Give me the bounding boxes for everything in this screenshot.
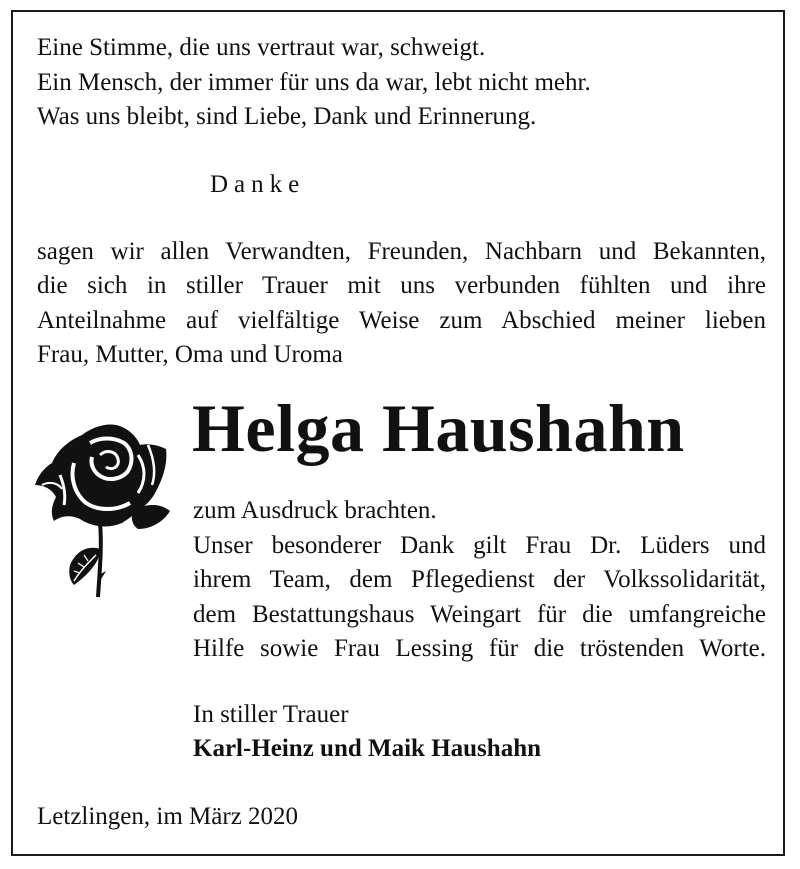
body-line-1: zum Ausdruck brachten. xyxy=(193,497,437,524)
verse-line-3: Was uns bleibt, sind Liebe, Dank und Erinnerung. xyxy=(37,103,537,130)
deceased-name: Helga Haushahn xyxy=(192,390,685,466)
intro-line-3: Anteilnahme auf vielfältige Weise zum Abschied meiner lieben xyxy=(37,307,766,334)
place-date: Letzlingen, im März 2020 xyxy=(37,803,299,830)
rose-icon xyxy=(30,415,180,605)
verse-line-1: Eine Stimme, die uns vertraut war, schweigt. xyxy=(37,34,486,61)
body-line-2: Unser besonderer Dank gilt Frau Dr. Lüders und xyxy=(193,532,766,559)
body-line-4: dem Bestattungshaus Weingart für die umfangreiche xyxy=(193,601,766,628)
verse-line-2: Ein Mensch, der immer für uns da war, lebt nicht mehr. xyxy=(37,69,591,96)
intro-line-1: sagen wir allen Verwandten, Freunden, Nachbarn und Bekannten, xyxy=(37,238,766,265)
mourning-phrase: In stiller Trauer xyxy=(193,701,349,728)
body-line-3: ihrem Team, dem Pflegedienst der Volkssolidarität, xyxy=(193,566,766,593)
body-line-5: Hilfe sowie Frau Lessing für die tröstenden Worte. xyxy=(193,635,766,662)
thanks-heading: Danke xyxy=(210,171,306,198)
intro-line-4: Frau, Mutter, Oma und Uroma xyxy=(37,341,343,368)
intro-line-2: die sich in stiller Trauer mit uns verbunden fühlten und ihre xyxy=(37,272,766,299)
signatories: Karl-Heinz und Maik Haushahn xyxy=(193,735,541,762)
